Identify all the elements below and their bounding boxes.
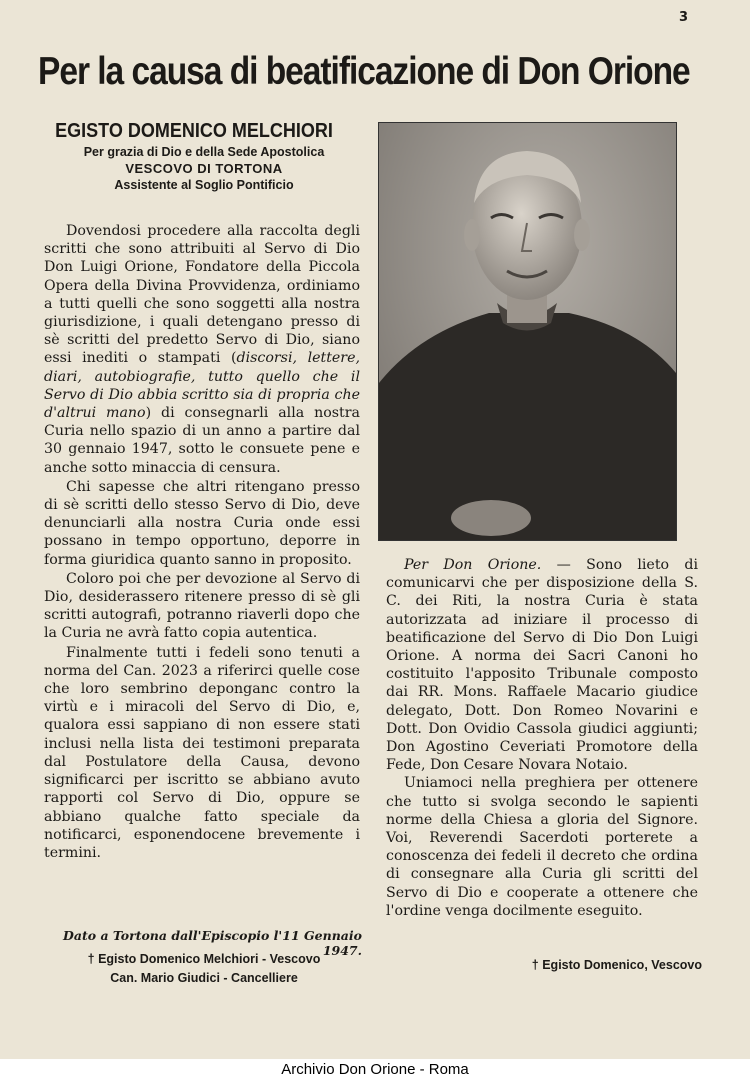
page-title: Per la causa di beatificazione di Don Orione [38,50,690,93]
announcement-paragraph: Per Don Orione. — Sono lieto di comunicarvi che per disposizione della S. C. dei Riti, la nostra Curia è stata autorizzata ad iniziare il processo di beatificazione del Servo di Dio Don Luigi Orione. A norma dei Sacri Canoni ho costituito l'apposito Tribunale composto dai RR. Mons. Raffaele Macario giudice delegato, Dott. Don Romeo Novarini e Dott. Don Ovidio Cassola giudici aggiunti; Don Agostino Ceveriati Promotore della Fede, Don Cesare Novara Notaio. [386,557,698,774]
decree-paragraph: Dovendosi procedere alla raccolta degli scritti che sono attribuiti al Servo di Dio Don Luigi Orione, Fondatore della Piccola Opera della Divina Provvidenza, ordiniamo a tutti quelli che sono soggetti alla nostra giurisdizione, i quali detengano presso di sè scritti del predetto Servo di Dio, siano essi inediti o stampati (discorsi, lettere, diari, autobiografie, tutto quello che il Servo di Dio abbia scritto sia di propria che d'altrui mano) di consegnarli alla nostra Curia nello spazio di un anno a partire dal 30 gennaio 1947, sotto le consuete pene e anche sotto minaccia di censura. [44,223,360,476]
decree-header [44,120,364,192]
announcement-lead: Per Don Orione. [404,557,542,573]
decree-italic-list: discorsi, lettere, diari, autobiografie, tutto quello che il Servo di Dio abbia scritto sia di propria che d'altrui mano [44,350,360,422]
decree-paragraph: Chi sapesse che altri ritengano presso di sè scritti dello stesso Servo di Dio, deve denunciarli alla nostra Curia onde essi possano in tempo opportuno, deporre in forma giuridica quanto sanno in proposito. [44,478,360,568]
decree-date: Dato a Tortona dall'Episcopio l'11 Gennaio 1947. [63,928,362,958]
portrait-image [379,123,676,540]
decree-paragraph: Finalmente tutti i fedeli sono tenuti a norma del Can. 2023 a riferirci quelle cose che loro sembrino deponganc contro la virtù e i miracoli del Servo di Dio, e, qualora essi sappiano di non essere stati inclusi nella lista dei testimoni preparata dal Postulatore della Causa, devono significarci per iscritto se abbiano avuto rapporti col Servo di Dio, oppure se abbiano qualche fatto speciale da notificarci, esponendocene brevemente i termini. [44,644,360,861]
announcement-text [386,556,698,920]
decree-signatures [44,950,364,988]
announcement-signature: † Egisto Domenico, Vescovo [531,958,702,972]
bishop-name: EGISTO DOMENICO MELCHIORI [55,120,333,142]
portrait-photo [378,122,677,541]
decree-paragraph: Coloro poi che per devozione al Servo di Dio, desiderassero ritenere presso di sè gli scritti autografi, potranno riaverli dopo che la Curia ne avrà fatto copia autentica. [44,570,360,642]
page-number: 3 [678,10,688,25]
bishop-see: VESCOVO DI TORTONA [125,161,283,176]
chancellor-signature: Can. Mario Giudici - Cancelliere [110,971,298,985]
announcement-paragraph: Uniamoci nella preghiera per ottenere che tutto si svolga secondo le sapienti norme della Chiesa a gloria del Signore. Voi, Reverendi Sacerdoti porterete a conoscenza dei fedeli il decreto che ordina di consegnare alla Curia gli scritti del Servo di Dio e cooperate a ottenere che l'ordine venga docilmente eseguito. [386,775,698,919]
bishop-grace-line: Per grazia di Dio e della Sede Apostolica [83,145,325,159]
decree-text [44,222,360,862]
archive-footer: Archivio Don Orione - Roma [0,1059,750,1081]
bishop-title: Assistente al Soglio Pontificio [114,178,294,192]
bishop-signature: † Egisto Domenico Melchiori - Vescovo [87,952,321,966]
